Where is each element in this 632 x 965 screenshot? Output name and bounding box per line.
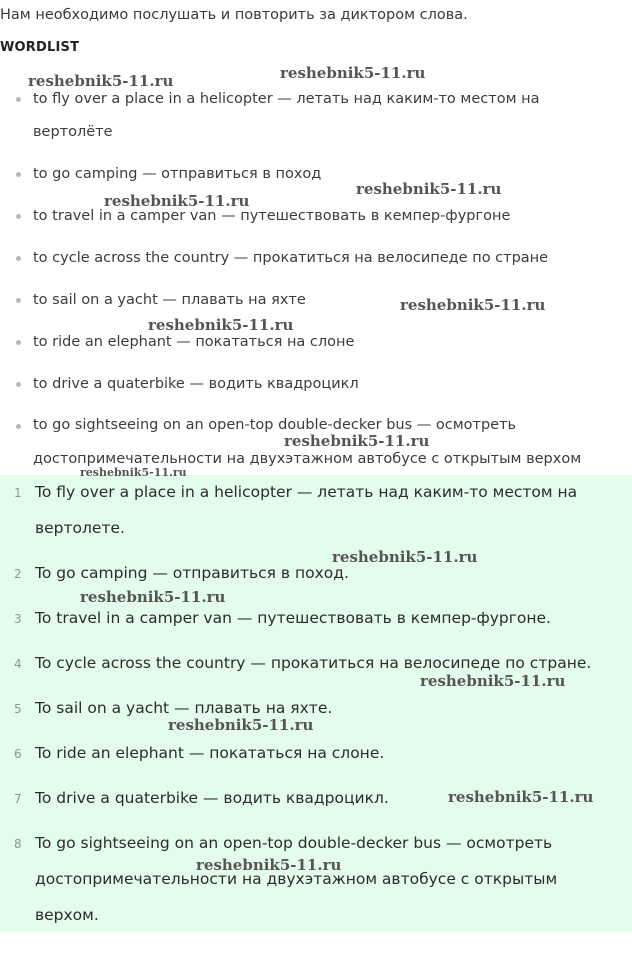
wordlist-item-line: to go sightseeing on an open-top double-decker bus — осмотреть bbox=[33, 417, 517, 433]
answer-number: 2 bbox=[14, 567, 22, 581]
answer-item bbox=[35, 690, 627, 726]
wordlist-item-line: to fly over a place in a helicopter — летать над каким-то местом на bbox=[33, 91, 540, 107]
answer-line: вертолете. bbox=[35, 519, 125, 537]
bullet-dot bbox=[16, 172, 21, 177]
wordlist-item-line: to ride an elephant — покататься на слоне bbox=[33, 334, 355, 350]
intro-text: Нам необходимо послушать и повторить за диктором слова. bbox=[0, 7, 468, 23]
answer-item bbox=[35, 555, 627, 591]
wordlist-item-line: to drive a quaterbike — водить квадроцикл bbox=[33, 376, 359, 392]
bullet-dot bbox=[16, 382, 21, 387]
wordlist-item-line: вертолёте bbox=[33, 124, 113, 140]
answer-number: 5 bbox=[14, 702, 22, 716]
answer-number: 8 bbox=[14, 837, 22, 851]
bullet-dot bbox=[16, 298, 21, 303]
watermark: reshebnik5-11.ru bbox=[332, 548, 478, 566]
wordlist-heading: WORDLIST bbox=[0, 40, 80, 55]
watermark: reshebnik5-11.ru bbox=[356, 180, 502, 198]
answer-line: To fly over a place in a helicopter — летать над каким-то местом на bbox=[35, 483, 578, 501]
bullet-dot bbox=[16, 214, 21, 219]
bullet-dot bbox=[16, 340, 21, 345]
wordlist-item-line: to travel in a camper van — путешествовать в кемпер-фургоне bbox=[33, 208, 511, 224]
wordlist-item bbox=[33, 368, 613, 401]
watermark: reshebnik5-11.ru bbox=[196, 856, 342, 874]
answer-item bbox=[35, 735, 627, 771]
bullet-dot bbox=[16, 256, 21, 261]
wordlist-item-line: to cycle across the country — прокатиться на велосипеде по стране bbox=[33, 250, 549, 266]
bullet-dot bbox=[16, 97, 21, 102]
watermark: reshebnik5-11.ru bbox=[284, 432, 430, 450]
bullet-dot bbox=[16, 424, 21, 429]
watermark: reshebnik5-11.ru bbox=[28, 72, 174, 90]
wordlist-item-line: достопримечательности на двухэтажном автобусе с открытым верхом bbox=[33, 451, 582, 467]
answer-line: достопримечательности на двухэтажном автобусе с открытым bbox=[35, 870, 558, 888]
answer-number: 6 bbox=[14, 747, 22, 761]
watermark: reshebnik5-11.ru bbox=[80, 466, 187, 479]
watermark: reshebnik5-11.ru bbox=[104, 192, 250, 210]
answer-line: To cycle across the country — прокатиться на велосипеде по стране. bbox=[35, 654, 592, 672]
watermark: reshebnik5-11.ru bbox=[280, 64, 426, 82]
answer-line: To travel in a camper van — путешествовать в кемпер-фургоне. bbox=[35, 609, 551, 627]
answer-number: 7 bbox=[14, 792, 22, 806]
answer-number: 3 bbox=[14, 612, 22, 626]
watermark: reshebnik5-11.ru bbox=[448, 788, 594, 806]
answer-line: верхом. bbox=[35, 906, 99, 924]
answer-line: To go camping — отправиться в поход. bbox=[35, 564, 349, 582]
answer-line: To ride an elephant — покататься на слоне. bbox=[35, 744, 385, 762]
answer-item bbox=[35, 825, 627, 933]
answer-number: 1 bbox=[14, 486, 22, 500]
answer-line: To sail on a yacht — плавать на яхте. bbox=[35, 699, 333, 717]
answer-item bbox=[35, 474, 627, 546]
watermark: reshebnik5-11.ru bbox=[80, 588, 226, 606]
watermark: reshebnik5-11.ru bbox=[148, 316, 294, 334]
wordlist-item-line: to sail on a yacht — плавать на яхте bbox=[33, 292, 306, 308]
wordlist-item bbox=[33, 83, 613, 149]
watermark: reshebnik5-11.ru bbox=[168, 716, 314, 734]
watermark: reshebnik5-11.ru bbox=[420, 672, 566, 690]
wordlist-item bbox=[33, 326, 613, 359]
watermark: reshebnik5-11.ru bbox=[400, 296, 546, 314]
answer-number: 4 bbox=[14, 657, 22, 671]
answer-line: To go sightseeing on an open-top double-decker bus — осмотреть bbox=[35, 834, 553, 852]
wordlist-item bbox=[33, 242, 613, 275]
answer-line: To drive a quaterbike — водить квадроцикл. bbox=[35, 789, 389, 807]
wordlist-item-line: to go camping — отправиться в поход bbox=[33, 166, 322, 182]
wordlist-item bbox=[33, 158, 613, 191]
